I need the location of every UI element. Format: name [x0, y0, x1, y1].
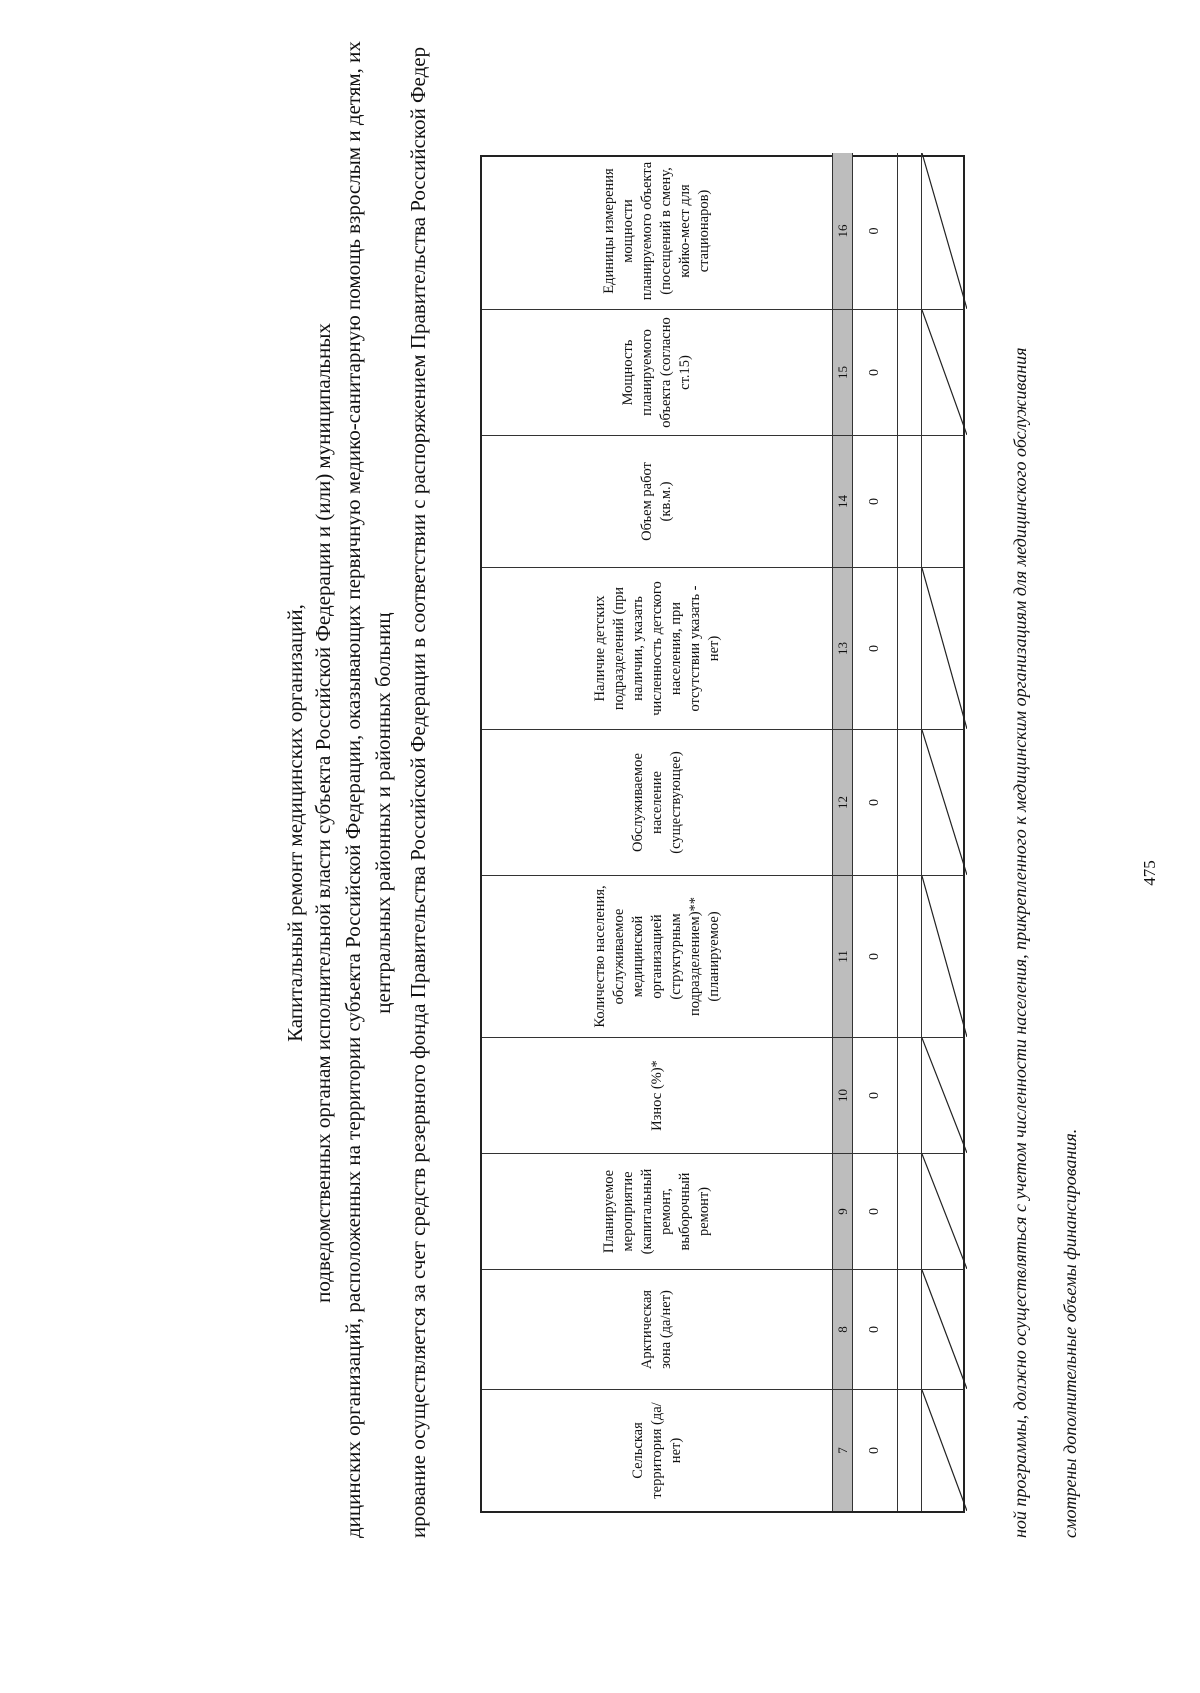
column-header: Планируемое мероприятие (капитальный ремонт, выборочный ремонт)	[601, 1168, 712, 1255]
diagonal-strike	[922, 568, 967, 729]
diagonal-line	[922, 310, 967, 435]
diagonal-line	[922, 876, 967, 1037]
table-cell-empty	[898, 1154, 922, 1269]
footnote-line-1: ной программы, должно осуществляться с учетом численности населения, прикрепленного к медицинским организациям для медицинского обслуживания	[1010, 347, 1030, 1538]
table-column-11	[482, 875, 963, 1037]
column-number: 13	[832, 568, 853, 729]
diagonal-strike	[922, 876, 967, 1037]
table-cell: 0	[853, 568, 898, 729]
table-cell-empty	[898, 436, 922, 567]
column-number: 8	[832, 1270, 853, 1389]
diagonal-line	[922, 1154, 967, 1269]
diagonal-strike	[922, 1038, 967, 1153]
table-cell-empty	[922, 153, 967, 309]
table-cell: 0	[853, 436, 898, 567]
table-cell: 0	[853, 876, 898, 1037]
table-cell-empty	[922, 1038, 967, 1153]
table-cell: 0	[853, 1038, 898, 1153]
diagonal-strike	[922, 310, 967, 435]
table-cell-empty	[898, 310, 922, 435]
column-number: 12	[832, 730, 853, 875]
diagonal-line	[922, 568, 967, 729]
table-cell-empty	[922, 1270, 967, 1389]
page-number: 475	[1140, 860, 1159, 886]
table-column-8	[482, 1269, 963, 1389]
column-header: Арктическая зона (да/нет)	[639, 1289, 674, 1370]
table-cell-empty	[898, 153, 922, 309]
table-cell-empty	[922, 310, 967, 435]
table-cell-empty	[898, 1390, 922, 1511]
table-cell-empty	[898, 568, 922, 729]
column-header: Износ (%)*	[648, 1060, 665, 1131]
title-line-1: Капитальный ремонт медицинских организаций,	[283, 604, 307, 1042]
column-header: Наличие детских подразделений (при наличии, указать численность детского населения, при отсутствии указать - нет)	[591, 581, 722, 716]
table-column-12	[482, 729, 963, 875]
table-cell-empty	[922, 1390, 967, 1511]
title-line-5: ирование осуществляется за счет средств резервного фонда Правительства Российской Федерации в соответствии с распоряжением Правительства Российской Федер	[406, 46, 430, 1538]
title-line-3: дицинских организаций, расположенных на территории субъекта Российской Федерации, оказывающих первичную медико-санитарную помощь взрослым и детям, их	[341, 41, 365, 1538]
column-header: Количество населения, обслуживаемое медицинской организацией (структурным подразделением)** (планируемое)	[591, 885, 722, 1028]
diagonal-strike	[922, 153, 967, 309]
title-line-4: центральных районных и районных больниц	[371, 612, 395, 1014]
table-cell: 0	[853, 153, 898, 309]
column-header: Обслуживаемое население (существующее)	[629, 751, 684, 854]
table-cell: 0	[853, 730, 898, 875]
column-header: Мощность планируемого объекта (согласно ст.15)	[620, 317, 693, 428]
table-cell-empty	[922, 876, 967, 1037]
diagonal-line	[922, 730, 967, 875]
table-column-16	[482, 153, 963, 309]
diagonal-strike	[922, 1390, 967, 1511]
table-cell: 0	[853, 1390, 898, 1511]
table-column-13	[482, 567, 963, 729]
diagonal-strike	[922, 1154, 967, 1269]
column-number: 9	[832, 1154, 853, 1269]
column-number: 14	[832, 436, 853, 567]
table-cell-empty	[898, 730, 922, 875]
table-cell-empty	[898, 1038, 922, 1153]
diagonal-strike	[922, 1270, 967, 1389]
table-cell-empty	[922, 568, 967, 729]
table-column-9	[482, 1153, 963, 1269]
table-cell: 0	[853, 310, 898, 435]
diagonal-strike	[922, 730, 967, 875]
table-column-14	[482, 435, 963, 567]
table-cell-empty	[922, 1154, 967, 1269]
table-column-10	[482, 1037, 963, 1153]
table-cell: 0	[853, 1154, 898, 1269]
table-cell-empty	[898, 1270, 922, 1389]
diagonal-line	[922, 1390, 967, 1511]
diagonal-line	[922, 1270, 967, 1389]
column-number: 15	[832, 310, 853, 435]
column-number: 16	[832, 153, 853, 309]
column-header: Единицы измерения мощности планируемого объекта (посещений в смену, койко-мест для стационаров)	[601, 161, 712, 301]
capital-repair-table	[480, 155, 965, 1513]
column-number: 11	[832, 876, 853, 1037]
table-cell-empty	[898, 876, 922, 1037]
column-number: 7	[832, 1390, 853, 1511]
title-line-2: подведомственных органам исполнительной власти субъекта Российской Федерации и (или) муниципальных	[311, 323, 335, 1303]
footnote-line-2: смотрены дополнительные объемы финансирования.	[1060, 1128, 1080, 1538]
diagonal-line	[922, 153, 967, 309]
table-column-15	[482, 309, 963, 435]
table-column-7	[482, 1389, 963, 1511]
table-cell-empty	[922, 436, 967, 567]
column-number: 10	[832, 1038, 853, 1153]
column-header: Сельская территория (да/нет)	[629, 1402, 684, 1499]
table-cell: 0	[853, 1270, 898, 1389]
diagonal-line	[922, 1038, 967, 1153]
table-cell-empty	[922, 730, 967, 875]
column-header: Объем работ (кв.м.)	[639, 462, 674, 541]
